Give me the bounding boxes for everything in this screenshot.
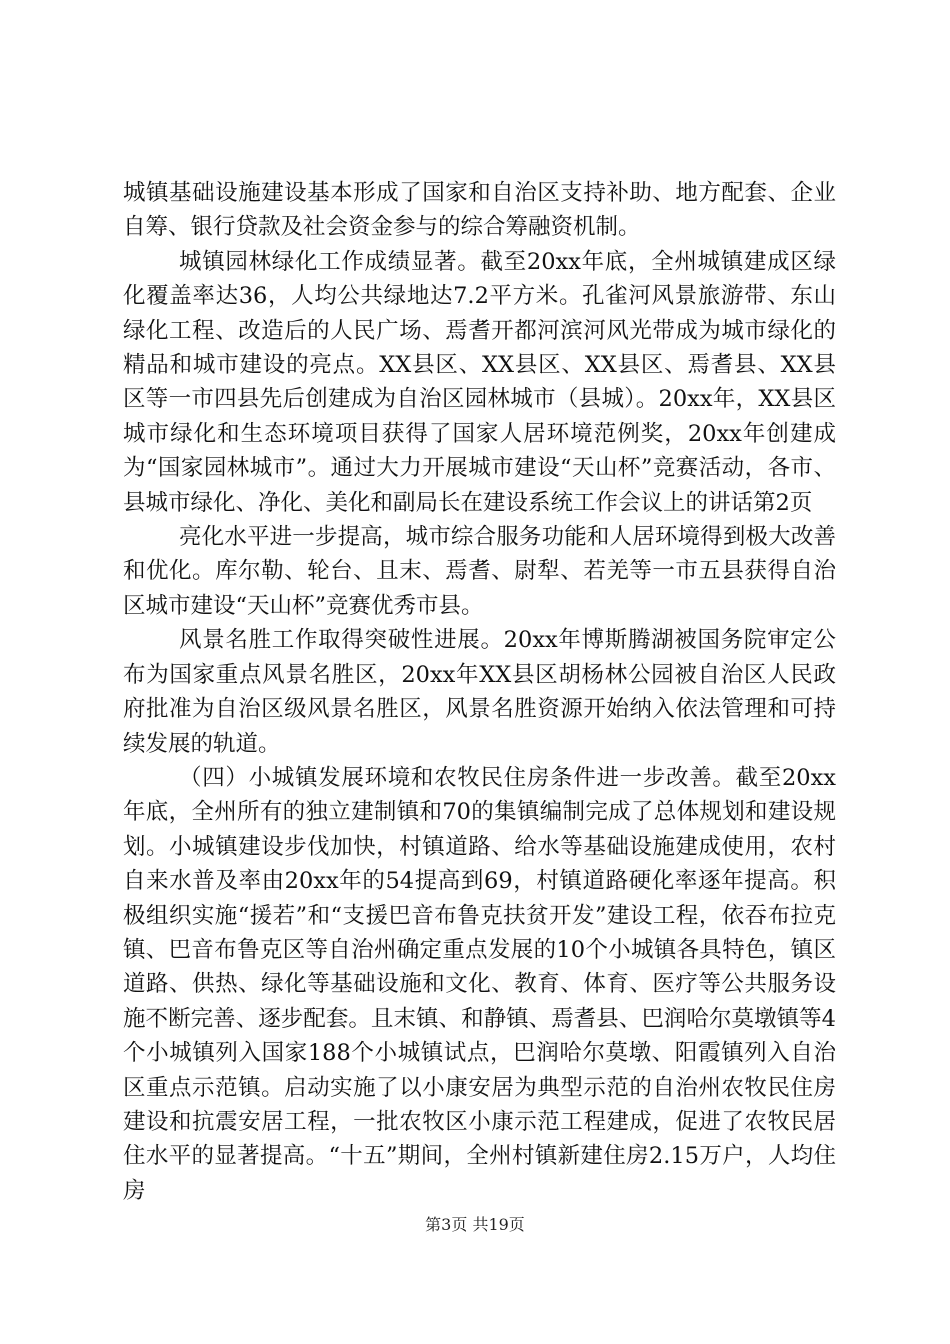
paragraph-1: 城镇基础设施建设基本形成了国家和自治区支持补助、地方配套、企业自筹、银行贷款及社会资金参与的综合筹融资机制。 [123, 180, 836, 241]
paragraph-2: 城镇园林绿化工作成绩显著。截至20xx年底，全州城镇建成区绿化覆盖率达36，人均公共绿地达7.2平方米。孔雀河风景旅游带、东山绿化工程、改造后的人民广场、焉耆开都河滨河风光带成为城市绿化的精品和城市建设的亮点。XX县区、XX县区、XX县区、焉耆县、XX县区等一市四县先后创建成为自治区园林城市（县城）。20xx年，XX县区城市绿化和生态环境项目获得了国家人居环境范例奖，20xx年创建成为“国家园林城市”。通过大力开展城市建设“天山杯”竞赛活动，各市、县城市绿化、净化、美化和副局长在建设系统工作会议上的讲话第2页 [123, 248, 836, 516]
paragraph-5: （四）小城镇发展环境和农牧民住房条件进一步改善。截至20xx年底，全州所有的独立建制镇和70的集镇编制完成了总体规划和建设规划。小城镇建设步伐加快，村镇道路、给水等基础设施建成使用，农村自来水普及率由20xx年的54提高到69，村镇道路硬化率逐年提高。积极组织实施“援若”和“支援巴音布鲁克扶贫开发”建设工程，依吞布拉克镇、巴音布鲁克区等自治州确定重点发展的10个小城镇各具特色，镇区道路、供热、绿化等基础设施和文化、教育、体育、医疗等公共服务设施不断完善、逐步配套。且末镇、和静镇、焉耆县、巴润哈尔莫墩镇等4个小城镇列入国家188个小城镇试点，巴润哈尔莫墩、阳霞镇列入自治区重点示范镇。启动实施了以小康安居为典型示范的自治州农牧民住房建设和抗震安居工程，一批农牧区小康示范工程建成，促进了农牧民居住水平的显著提高。“十五”期间，全州村镇新建住房2.15万户，人均住房 [123, 764, 836, 1204]
document-body [123, 176, 836, 1208]
paragraph-4: 风景名胜工作取得突破性进展。20xx年博斯腾湖被国务院审定公布为国家重点风景名胜区，20xx年XX县区胡杨林公园被自治区人民政府批准为自治区级风景名胜区，风景名胜资源开始纳入依法管理和可持续发展的轨道。 [123, 627, 836, 757]
page-footer: 第3页 共19页 [425, 1215, 525, 1234]
paragraph-3: 亮化水平进一步提高，城市综合服务功能和人居环境得到极大改善和优化。库尔勒、轮台、且末、焉耆、尉犁、若羌等一市五县获得自治区城市建设“天山杯”竞赛优秀市县。 [123, 524, 836, 619]
